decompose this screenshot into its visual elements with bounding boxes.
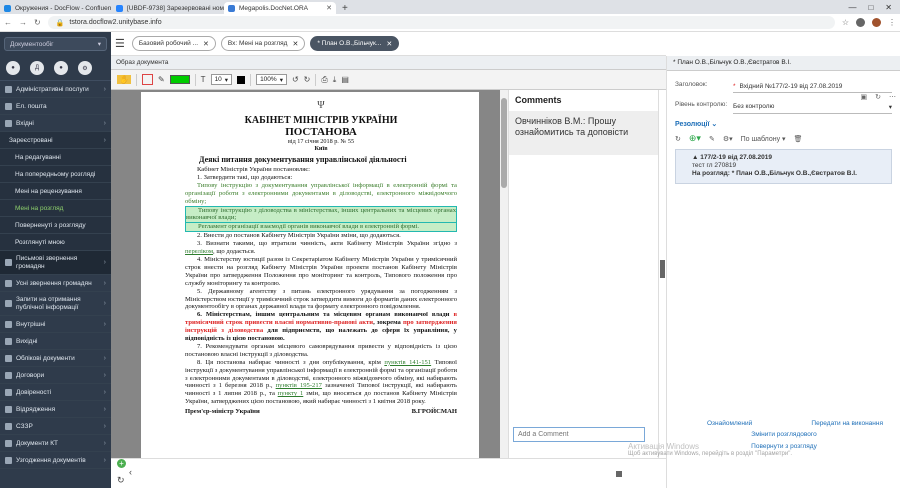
profile-avatar[interactable] bbox=[872, 18, 881, 27]
sidebar-item-label: Усні звернення громадян bbox=[16, 279, 92, 287]
page-settings-icon[interactable]: ▤ bbox=[341, 75, 349, 84]
template-label: По шаблону bbox=[740, 135, 781, 143]
tab-basic-workspace[interactable] bbox=[132, 36, 216, 51]
star-icon[interactable]: ☆ bbox=[841, 18, 849, 27]
tab-label: Вх: Мені на розгляд bbox=[227, 40, 288, 47]
sidebar-item[interactable] bbox=[0, 316, 111, 333]
close-icon[interactable]: ✕ bbox=[292, 40, 299, 48]
close-icon[interactable]: ✕ bbox=[326, 5, 332, 12]
sidebar-item[interactable] bbox=[0, 251, 111, 275]
browser-tab-jira[interactable] bbox=[112, 2, 224, 14]
folder-icon bbox=[5, 120, 12, 127]
viewer-scrollbar[interactable] bbox=[500, 90, 508, 458]
sidebar-item[interactable] bbox=[0, 275, 111, 292]
back-icon[interactable]: ← bbox=[4, 18, 12, 27]
doc-para-5: 5. Державному агентству з питань електронного урядування за погодженням з Міністерством юстиції у тримісячний строк затвердити вимоги до форматів даних електронного документообігу в органах державної влади та формату електронного повідомлення. bbox=[185, 287, 457, 311]
signature-position: Прем'єр-міністр України bbox=[185, 408, 260, 416]
url-field[interactable] bbox=[48, 16, 835, 29]
delete-icon[interactable]: 🗑 bbox=[793, 135, 803, 143]
folder-icon bbox=[5, 103, 12, 110]
sidebar-item[interactable] bbox=[0, 292, 111, 316]
more-icon[interactable]: ⋯ bbox=[889, 94, 896, 101]
doc-title-2: ПОСТАНОВА bbox=[285, 126, 357, 138]
sidebar-item[interactable] bbox=[0, 350, 111, 367]
folder-icon bbox=[5, 280, 12, 287]
watermark-title: Активація Windows bbox=[628, 442, 700, 451]
quick-action-1[interactable]: ● bbox=[6, 61, 20, 75]
assignee-value: * План О.В.,Більчук О.В.,Євстратов В.І. bbox=[729, 170, 857, 177]
add-icon[interactable]: + bbox=[117, 459, 126, 468]
doc-city: Київ bbox=[314, 145, 328, 152]
extension-icon[interactable] bbox=[856, 18, 865, 27]
text-tool-icon[interactable]: T bbox=[200, 75, 206, 84]
sidebar-item-label: Відрядження bbox=[16, 405, 56, 413]
doc-link[interactable]: переліком bbox=[185, 248, 214, 256]
sidebar-item[interactable] bbox=[0, 435, 111, 452]
acknowledged-button[interactable]: Ознайомлений bbox=[707, 419, 753, 427]
folder-icon bbox=[5, 86, 12, 93]
sidebar-item[interactable] bbox=[0, 234, 111, 251]
doc-heading: Деякі питання документування управлінської діяльності bbox=[199, 155, 407, 164]
folder-icon bbox=[5, 423, 12, 430]
horizontal-scroll-handle[interactable] bbox=[616, 471, 622, 477]
zoom-value: 100% bbox=[260, 76, 277, 83]
tab-incoming-review[interactable] bbox=[221, 36, 305, 51]
chevron-down-icon: ▾ bbox=[224, 76, 229, 84]
doc-text-red: про затвердження інструкцій з діловодства bbox=[185, 319, 457, 335]
chevron-right-icon: › bbox=[103, 439, 106, 447]
comments-title: Comments bbox=[515, 95, 562, 105]
change-reviewer-button[interactable]: Змінити розглядового bbox=[751, 431, 817, 438]
print-icon[interactable]: ⎙ bbox=[321, 74, 328, 84]
sidebar bbox=[0, 32, 111, 488]
sidebar-item[interactable] bbox=[0, 98, 111, 115]
workspace-selector-label: Документообіг bbox=[10, 40, 54, 48]
scrollbar-thumb[interactable] bbox=[501, 98, 507, 188]
folder-icon bbox=[5, 355, 12, 362]
tab-title: Megapolis.DocNet.ORA bbox=[239, 4, 308, 12]
chevron-right-icon: › bbox=[103, 422, 106, 430]
chevron-right-icon: › bbox=[103, 258, 106, 266]
document-tabs bbox=[111, 32, 666, 56]
chevron-down-icon: ▾ bbox=[279, 76, 283, 84]
chevron-right-icon: › bbox=[103, 85, 106, 93]
close-window-button[interactable]: ✕ bbox=[885, 2, 892, 12]
doc-para-1: 1. Затвердити такі, що додаються: bbox=[197, 173, 293, 181]
browser-tab-megapolis[interactable] bbox=[224, 2, 336, 14]
add-comment-input[interactable] bbox=[513, 427, 645, 442]
resolution-number-text: 177/2-19 від 27.08.2019 bbox=[700, 154, 772, 161]
sidebar-item-label: Запити на отримання публічної інформації bbox=[16, 295, 81, 311]
divider bbox=[250, 74, 251, 86]
sidebar-item-label: Мені на рецензування bbox=[15, 187, 82, 195]
refresh-icon[interactable]: ↻ bbox=[675, 135, 681, 143]
refresh-icon[interactable]: ↻ bbox=[875, 94, 881, 101]
workspace-selector[interactable] bbox=[4, 37, 107, 51]
folder-icon bbox=[5, 389, 12, 396]
doc-text: 6. Міністерствам, іншим центральним та місцевим органам виконавчої влади bbox=[197, 311, 454, 319]
megapolis-icon bbox=[228, 5, 235, 12]
browser-tab-confluence[interactable] bbox=[0, 2, 112, 14]
doc-para-4: 4. Міністерству юстиції разом із Секретаріатом Кабінету Міністрів України у тримісячний строк внести на розгляд Кабінету Міністрів України проекти постанов Кабінету Міністрів України про затвердження Положення про моніторинг та контроль, Типового положення про службу моніторингу та контролю. bbox=[185, 255, 457, 287]
sidebar-item-label: Договори bbox=[16, 371, 45, 379]
required-marker: * bbox=[733, 83, 736, 90]
doc-title-1: КАБІНЕТ МІНІСТРІВ УКРАЇНИ bbox=[244, 115, 398, 126]
control-level-value: Без контролю bbox=[733, 103, 775, 110]
doc-link[interactable]: пунктів 195-217 bbox=[275, 382, 322, 390]
document-page bbox=[141, 92, 479, 458]
chevron-right-icon: › bbox=[103, 388, 106, 396]
settings-icon[interactable]: ⚙▾ bbox=[722, 135, 733, 143]
sidebar-item-label: Довіреності bbox=[16, 388, 52, 396]
doc-text: , зокрема bbox=[373, 319, 403, 327]
sidebar-item[interactable] bbox=[0, 200, 111, 217]
zoom-select[interactable] bbox=[256, 74, 287, 85]
sidebar-item-label: Вхідні bbox=[16, 119, 34, 127]
title-value-box[interactable] bbox=[733, 81, 892, 93]
sidebar-item[interactable] bbox=[0, 384, 111, 401]
confluence-icon bbox=[4, 5, 11, 12]
doc-signature bbox=[185, 408, 457, 416]
quick-action-2[interactable]: Д bbox=[30, 61, 44, 75]
sidebar-item-label: Зареєстровані bbox=[9, 136, 53, 144]
sidebar-item-label: Узгодження документів bbox=[16, 456, 86, 464]
chevron-right-icon: › bbox=[103, 299, 106, 307]
doc-para-2: 2. Внести до постанов Кабінету Міністрів України зміни, що додаються. bbox=[197, 232, 401, 240]
close-icon[interactable]: ✕ bbox=[386, 40, 393, 48]
resolutions-toolbar bbox=[667, 128, 900, 149]
watermark-text: Щоб активувати Windows, перейдіть в розділ "Параметри". bbox=[628, 451, 793, 457]
doc-para-8 bbox=[185, 359, 457, 406]
title-field bbox=[667, 81, 900, 93]
sidebar-item[interactable] bbox=[0, 418, 111, 435]
panel-toolbar bbox=[861, 93, 897, 101]
doc-text: 8. Ця постанова набирає чинності з дня опублікування, крім bbox=[197, 358, 385, 366]
sidebar-item[interactable] bbox=[0, 401, 111, 418]
send-for-execution-button[interactable]: Передати на виконання bbox=[811, 419, 883, 427]
control-level-select[interactable] bbox=[733, 101, 892, 114]
folder-icon bbox=[5, 321, 12, 328]
sidebar-item-label: Облікові документи bbox=[16, 354, 75, 362]
maximize-button[interactable]: □ bbox=[868, 2, 874, 12]
doc-text: , що додається. bbox=[213, 248, 256, 256]
folder-icon bbox=[5, 440, 12, 447]
coat-of-arms-icon: Ψ bbox=[317, 100, 325, 111]
sidebar-menu bbox=[0, 81, 111, 469]
quick-actions bbox=[0, 56, 111, 81]
folder-icon bbox=[5, 300, 12, 307]
comment-item[interactable]: Овчинніков В.М.: Прошу ознайомитись та доповісти bbox=[509, 111, 658, 155]
sidebar-item[interactable] bbox=[0, 149, 111, 166]
chevron-down-icon: ▾ bbox=[97, 41, 101, 48]
doc-text: 3. Визнати такими, що втратили чинність, акти Кабінету Міністрів України згідно з bbox=[197, 240, 457, 248]
control-level-label: Рівень контролю: bbox=[675, 101, 728, 108]
sidebar-item[interactable] bbox=[0, 452, 111, 469]
tab-label: * План О.В.,Більчук... bbox=[317, 40, 382, 47]
doc-text-red: в тримісячний строк привести власні нормативно-правові акти bbox=[185, 311, 457, 327]
font-size-select[interactable] bbox=[211, 74, 233, 85]
chevron-right-icon: › bbox=[103, 371, 106, 379]
chevron-right-icon: › bbox=[103, 405, 106, 413]
hamburger-icon[interactable]: ☰ bbox=[115, 38, 125, 50]
resolution-number bbox=[692, 154, 885, 162]
chevron-left-icon[interactable]: ‹ bbox=[129, 467, 132, 477]
highlighter-icon[interactable]: ✎ bbox=[157, 75, 165, 84]
sidebar-item[interactable] bbox=[0, 333, 111, 350]
resolution-card[interactable] bbox=[675, 149, 892, 184]
divider bbox=[195, 74, 196, 86]
sidebar-item-label: Адміністративні послуги bbox=[16, 85, 89, 93]
windows-activation-watermark bbox=[628, 442, 898, 458]
color-swatch-green[interactable] bbox=[170, 75, 190, 84]
sidebar-item[interactable] bbox=[0, 367, 111, 384]
address-bar bbox=[0, 14, 900, 32]
chevron-down-icon: ▾ bbox=[888, 104, 892, 111]
divider bbox=[315, 74, 316, 86]
viewer-bottom-bar bbox=[111, 458, 666, 488]
return-from-review-button[interactable]: Повернути з розгляду bbox=[751, 443, 817, 450]
actions-row bbox=[667, 417, 901, 429]
chevron-right-icon: › bbox=[103, 320, 106, 328]
rotate-left-icon[interactable]: ↺ bbox=[291, 75, 299, 84]
title-value: Вхідний №177/2-19 від 27.08.2019 bbox=[739, 83, 843, 90]
sidebar-item[interactable] bbox=[0, 115, 111, 132]
sidebar-item-label: Поверненуті з розгляду bbox=[15, 221, 86, 229]
document-image-header: Образ документа bbox=[111, 56, 666, 70]
font-size-value: 10 bbox=[214, 76, 222, 83]
caret-icon: ▲ bbox=[692, 154, 701, 161]
sidebar-item-label: На попередньому розгляді bbox=[15, 170, 96, 178]
sidebar-item-label: Розглянуті мною bbox=[15, 238, 65, 246]
jira-icon bbox=[116, 5, 123, 12]
sidebar-item-label: Мені на розгляд bbox=[15, 204, 64, 212]
download-icon[interactable]: ⤓ bbox=[332, 74, 337, 84]
minimize-button[interactable]: — bbox=[848, 2, 857, 12]
annotation-toolbar bbox=[111, 70, 666, 90]
save-icon[interactable]: ▣ bbox=[860, 94, 868, 101]
control-level-field bbox=[667, 101, 900, 114]
splitter-handle[interactable] bbox=[660, 260, 665, 278]
signature-name: В.ГРОЙСМАН bbox=[411, 408, 457, 416]
chevron-right-icon: › bbox=[103, 354, 106, 362]
browser-tabbar bbox=[0, 0, 900, 14]
menu-kebab-icon[interactable]: ⋮ bbox=[888, 18, 896, 27]
chevron-down-icon: ⌄ bbox=[711, 121, 718, 128]
tab-title: Окружения - DocFlow - Confluen bbox=[15, 4, 112, 12]
document-properties-panel bbox=[666, 56, 900, 488]
new-tab-button[interactable]: + bbox=[342, 3, 348, 14]
add-resolution-icon[interactable]: ⊕▾ bbox=[688, 133, 701, 143]
close-icon[interactable]: ✕ bbox=[203, 40, 209, 48]
hand-icon[interactable]: ✋ bbox=[119, 75, 129, 84]
chevron-right-icon: › bbox=[103, 456, 106, 464]
spacer bbox=[667, 71, 900, 81]
rotate-right-icon[interactable]: ↻ bbox=[303, 75, 311, 84]
lock-icon: 🔒 bbox=[55, 19, 65, 27]
sidebar-item-label: СЗЗР bbox=[16, 422, 33, 430]
quick-action-3[interactable]: ● bbox=[54, 61, 68, 75]
color-swatch-black[interactable] bbox=[237, 76, 245, 84]
doc-text: для підприємств, що належать до сфери їх управління, у відповідність із цією постановою. bbox=[185, 327, 457, 343]
divider bbox=[136, 74, 137, 86]
sidebar-item[interactable] bbox=[0, 132, 111, 149]
doc-date: від 17 січня 2018 р. № 55 bbox=[287, 138, 355, 145]
folder-icon bbox=[5, 338, 12, 345]
folder-icon bbox=[5, 372, 12, 379]
tab-label: Базовий робочий ... bbox=[138, 40, 199, 47]
tab-title: [UBDF-9738] Зарезервовані ном bbox=[127, 4, 225, 12]
sidebar-item[interactable] bbox=[0, 183, 111, 200]
edit-icon[interactable]: ✎ bbox=[708, 135, 715, 143]
tab-current-document[interactable] bbox=[310, 36, 399, 51]
sidebar-item-label: На редагуванні bbox=[15, 153, 61, 161]
doc-intro: Кабінет Міністрів України постановляє: bbox=[197, 166, 310, 173]
panel-splitter[interactable] bbox=[658, 90, 666, 458]
refresh-icon[interactable]: ↻ bbox=[117, 475, 125, 485]
sidebar-item-label: Ел. пошта bbox=[16, 102, 47, 110]
doc-para-1a: Типову інструкцію з документування управлінської інформації в електронній формі та організації роботи з електронними документами в діловодстві, електронного міжвідомчого обміну; bbox=[185, 181, 457, 205]
doc-link[interactable]: пунктів 141-151 bbox=[384, 358, 432, 366]
window-controls bbox=[840, 0, 900, 14]
doc-para-3 bbox=[185, 240, 457, 256]
quick-action-settings[interactable]: ⚙ bbox=[78, 61, 92, 75]
title-label: Заголовок: bbox=[675, 81, 708, 88]
doc-text: зазначеної Типової інструкції, які набирають чинності з 1 липня 2018 р., та bbox=[185, 382, 457, 398]
sidebar-item-label: Вихідні bbox=[16, 337, 38, 345]
chevron-right-icon: › bbox=[103, 119, 106, 127]
folder-icon bbox=[5, 406, 12, 413]
doc-link[interactable]: пункту 1 bbox=[277, 390, 304, 398]
chevron-right-icon: › bbox=[103, 279, 106, 287]
reload-icon[interactable]: ↻ bbox=[34, 18, 41, 27]
sidebar-item[interactable] bbox=[0, 217, 111, 234]
doc-text: змін, що вносяться до постанов Кабінету Міністрів України, затверджених цією постановою, який набирає чинності з 1 квітня 2018 року. bbox=[185, 390, 457, 406]
folder-icon bbox=[5, 457, 12, 464]
resolutions-section[interactable] bbox=[667, 114, 900, 128]
resolution-text: тест гл 270819 bbox=[692, 162, 737, 169]
resolution-assignee bbox=[692, 170, 885, 178]
highlighted-annotation[interactable]: Типову інструкцію з діловодства в міністерствах, інших центральних та місцевих органах виконавчої влади; bbox=[186, 206, 456, 222]
rectangle-tool-icon[interactable] bbox=[142, 74, 153, 85]
sidebar-item-label: Документи КТ bbox=[16, 439, 59, 447]
url-text: tstora.docflow2.unitybase.info bbox=[69, 19, 162, 26]
resolutions-title: Резолюції bbox=[675, 121, 710, 128]
document-viewer[interactable] bbox=[111, 90, 508, 458]
doc-para-7: 7. Рекомендувати органам місцевого самоврядування привести у відповідність із цією постановою власні інструкції з діловодства. bbox=[185, 342, 457, 358]
forward-icon[interactable]: → bbox=[19, 18, 27, 27]
doc-text: Типової інструкції з документування управлінської інформації в електронній формі та організації роботи з електронними документами в діловодстві, електронного міжвідомчого обміну, які набирають чинності з 1 березня 2018 р., bbox=[185, 358, 457, 390]
panel-header: * План О.В.,Більчук О.В.,Євстратов В.І. bbox=[667, 56, 900, 71]
highlighted-annotation[interactable]: Регламент організації взаємодії органів виконавчої влади в електронній формі. bbox=[185, 223, 457, 232]
template-dropdown[interactable]: По шаблону ▾ bbox=[740, 135, 786, 143]
sidebar-item-label: Внутрішні bbox=[16, 320, 46, 328]
sidebar-item[interactable] bbox=[0, 166, 111, 183]
folder-icon bbox=[5, 259, 12, 266]
assignee-label: На розгляд: bbox=[692, 170, 730, 177]
comments-panel bbox=[508, 90, 658, 458]
sidebar-item[interactable] bbox=[0, 81, 111, 98]
sidebar-item-label: Письмові звернення громадян bbox=[16, 254, 78, 270]
doc-para-6 bbox=[185, 311, 457, 343]
chevron-right-icon: › bbox=[103, 136, 106, 144]
